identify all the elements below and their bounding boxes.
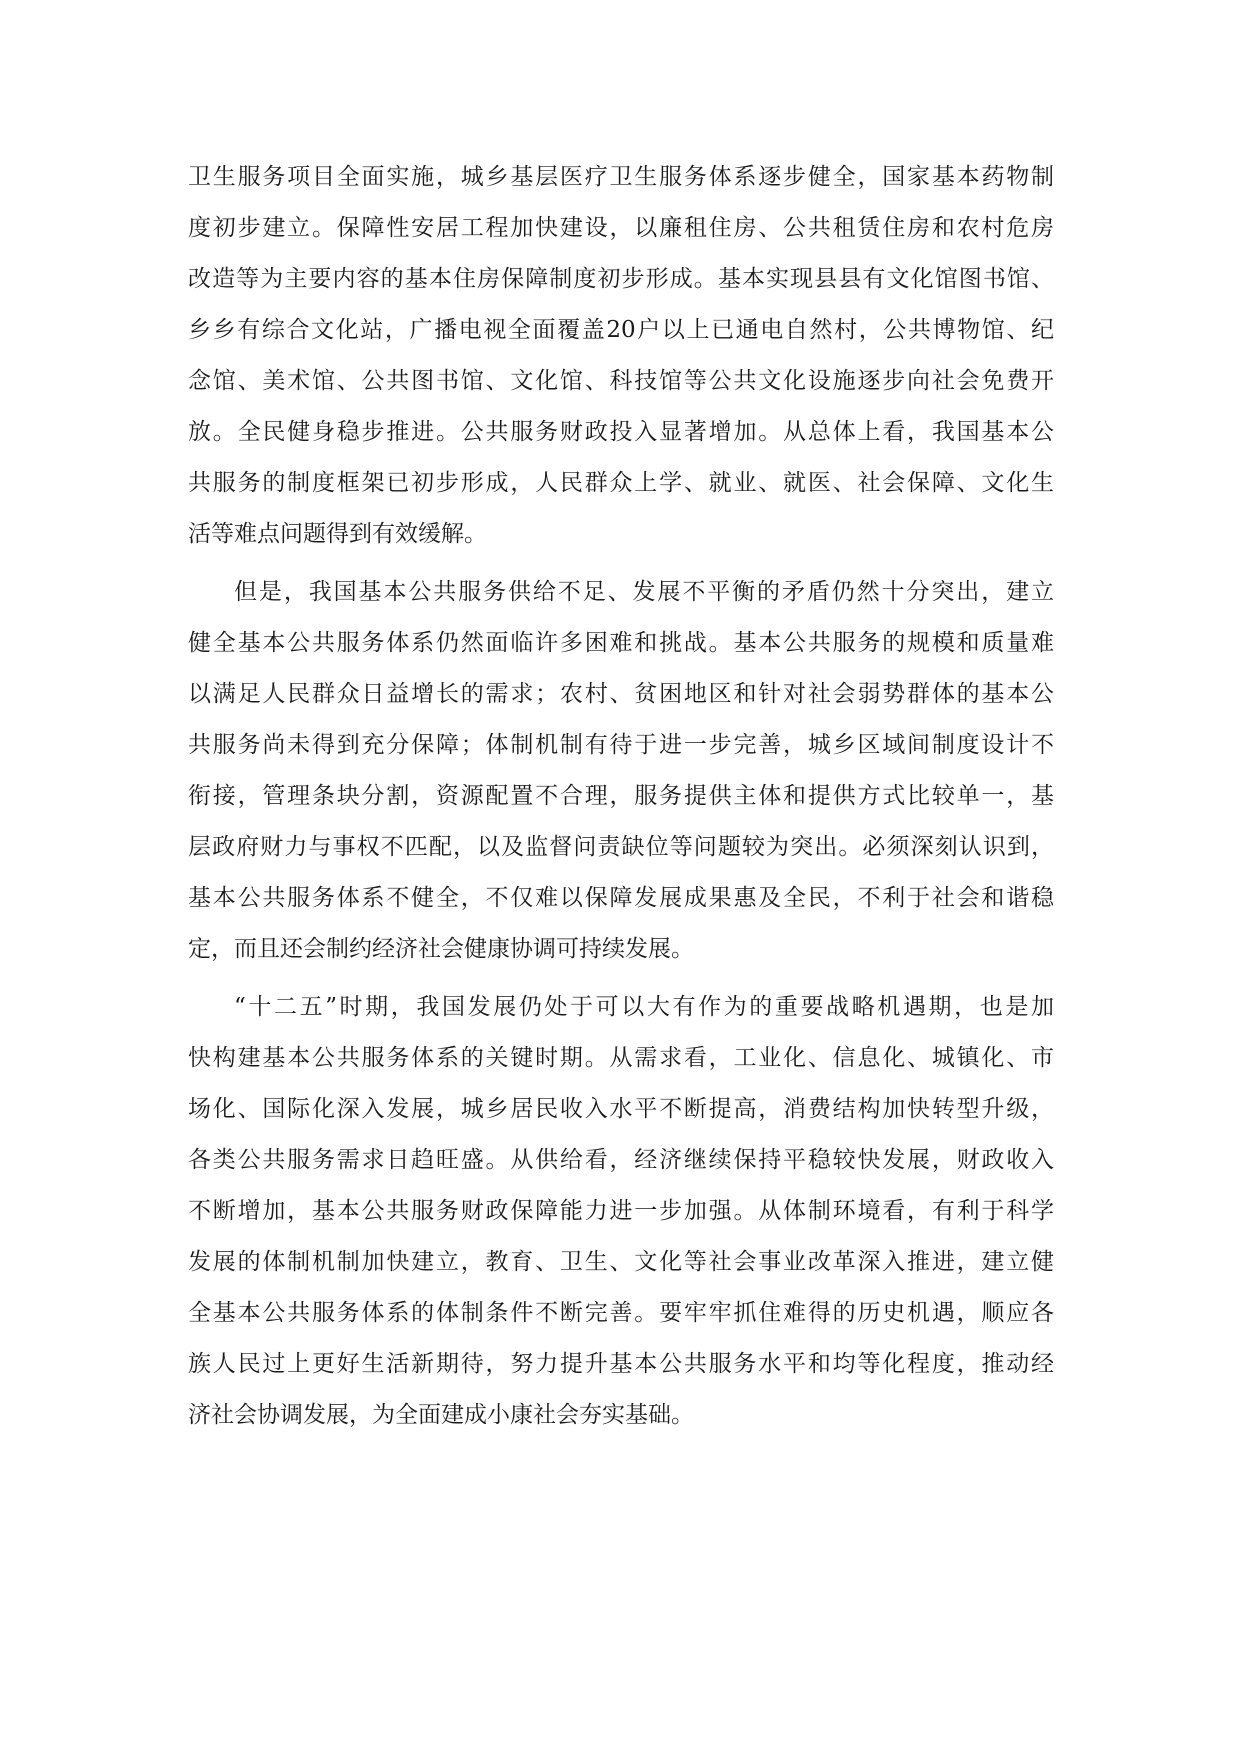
body-text	[188, 152, 1054, 1441]
text-line: 不断增加，基本公共服务财政保障能力进一步加强。从体制环境看，有利于科学	[188, 1198, 1054, 1224]
text-line: 快构建基本公共服务体系的关键时期。从需求看，工业化、信息化、城镇化、市	[188, 1045, 1054, 1071]
text-line: 济社会协调发展，为全面建成小康社会夯实基础。	[188, 1402, 694, 1428]
paragraph-spacer	[188, 560, 1054, 567]
text-line: 改造等为主要内容的基本住房保障制度初步形成。基本实现县县有文化馆图书馆、	[188, 266, 1054, 292]
text-line: 但是，我国基本公共服务供给不足、发展不平衡的矛盾仍然十分突出，建立	[234, 579, 1054, 605]
text-line: 各类公共服务需求日趋旺盛。从供给看，经济继续保持平稳较快发展，财政收入	[188, 1147, 1054, 1173]
text-line: 发展的体制机制加快建立，教育、卫生、文化等社会事业改革深入推进，建立健	[188, 1249, 1054, 1275]
text-line: 卫生服务项目全面实施，城乡基层医疗卫生服务体系逐步健全，国家基本药物制	[188, 164, 1054, 190]
text-line: 基本公共服务体系不健全，不仅难以保障发展成果惠及全民，不利于社会和谐稳	[188, 885, 1054, 911]
text-line: 健全基本公共服务体系仍然面临许多困难和挑战。基本公共服务的规模和质量难	[188, 630, 1054, 656]
paragraph-3	[188, 982, 1054, 1441]
text-line: 念馆、美术馆、公共图书馆、文化馆、科技馆等公共文化设施逐步向社会免费开	[188, 368, 1054, 394]
text-line: “十二五”时期，我国发展仍处于可以大有作为的重要战略机遇期，也是加	[234, 994, 1054, 1020]
text-line: 共服务尚未得到充分保障；体制机制有待于进一步完善，城乡区域间制度设计不	[188, 732, 1054, 758]
text-line: 乡乡有综合文化站，广播电视全面覆盖20户以上已通电自然村，公共博物馆、纪	[188, 317, 1054, 343]
text-line: 定，而且还会制约经济社会健康协调可持续发展。	[188, 936, 694, 962]
text-line: 以满足人民群众日益增长的需求；农村、贫困地区和针对社会弱势群体的基本公	[188, 681, 1054, 707]
text-line: 场化、国际化深入发展，城乡居民收入水平不断提高，消费结构加快转型升级，	[188, 1096, 1054, 1122]
paragraph-spacer	[188, 975, 1054, 982]
text-line: 活等难点问题得到有效缓解。	[188, 521, 487, 547]
paragraph-1	[188, 152, 1054, 560]
text-line: 度初步建立。保障性安居工程加快建设，以廉租住房、公共租赁住房和农村危房	[188, 215, 1054, 241]
text-line: 共服务的制度框架已初步形成，人民群众上学、就业、就医、社会保障、文化生	[188, 470, 1054, 496]
text-line: 衔接，管理条块分割，资源配置不合理，服务提供主体和提供方式比较单一，基	[188, 783, 1054, 809]
text-line: 族人民过上更好生活新期待，努力提升基本公共服务水平和均等化程度，推动经	[188, 1351, 1054, 1377]
text-line: 层政府财力与事权不匹配，以及监督问责缺位等问题较为突出。必须深刻认识到，	[188, 834, 1054, 860]
paragraph-2	[188, 567, 1054, 975]
text-line: 全基本公共服务体系的体制条件不断完善。要牢牢抓住难得的历史机遇，顺应各	[188, 1300, 1054, 1326]
text-line: 放。全民健身稳步推进。公共服务财政投入显著增加。从总体上看，我国基本公	[188, 419, 1054, 445]
